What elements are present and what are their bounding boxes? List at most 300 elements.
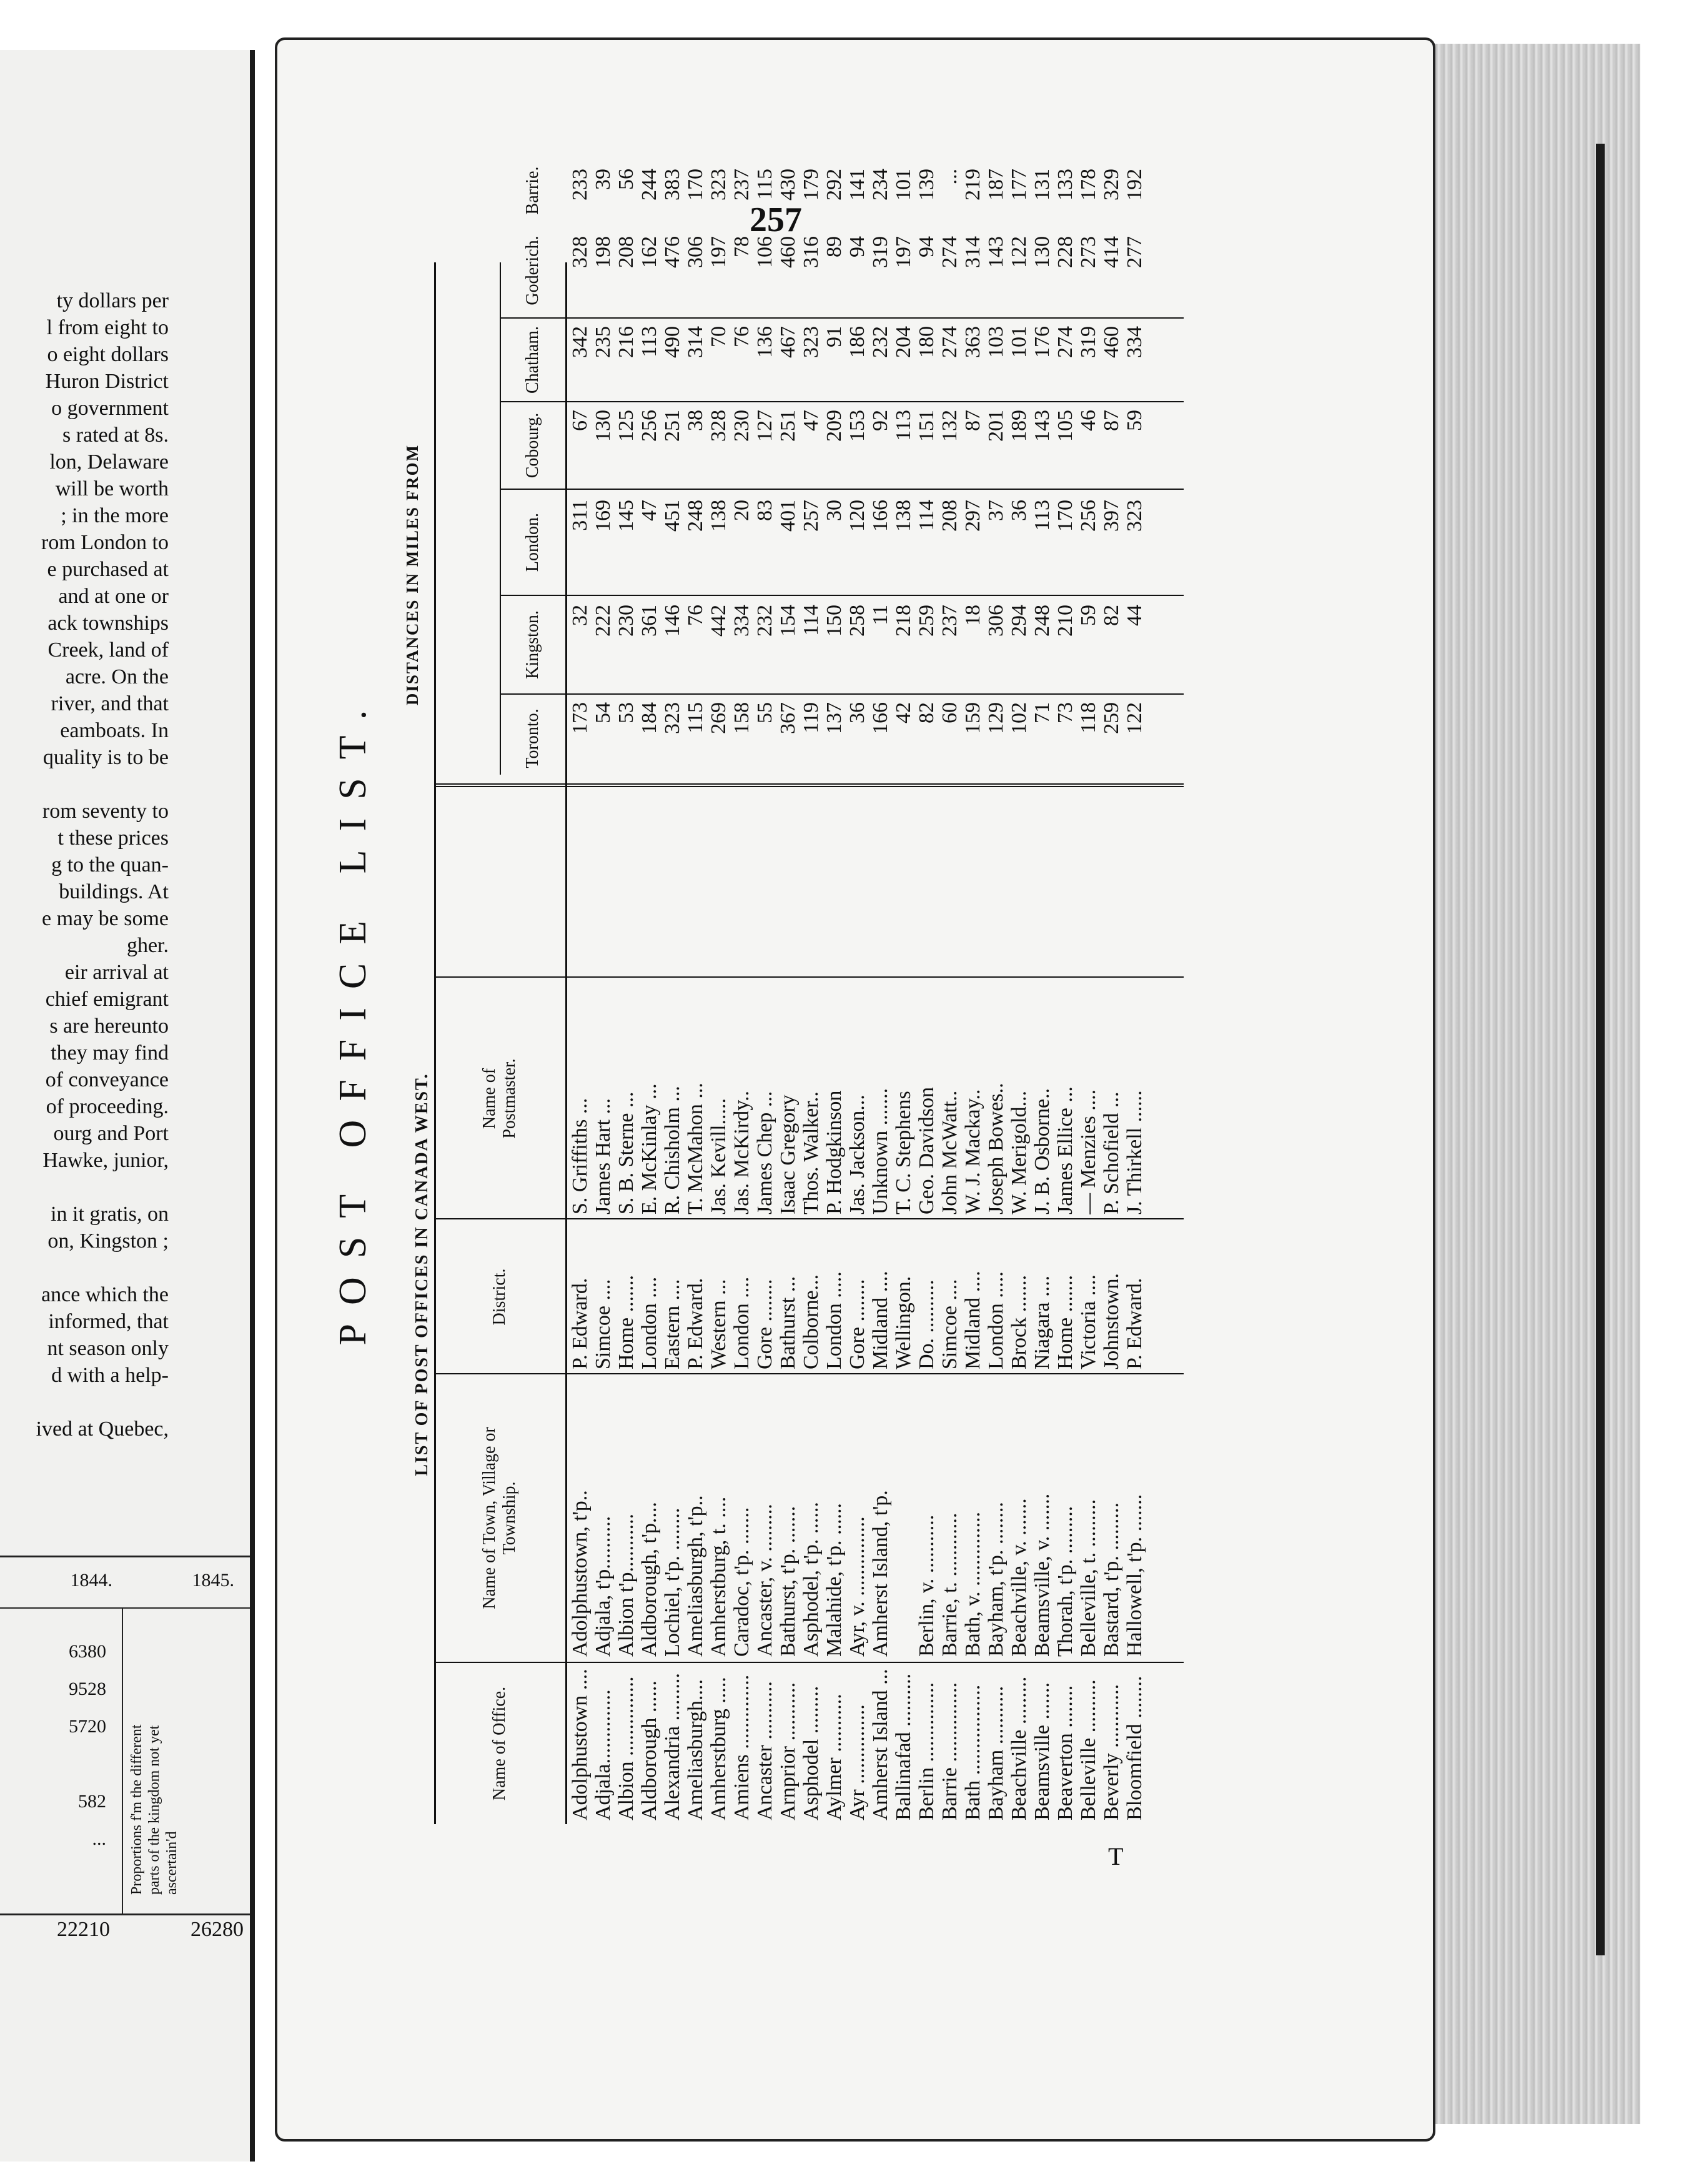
office-cell: Ballinafad .......... [892, 1673, 915, 1820]
chatham-cell: 363 [961, 326, 984, 358]
office-cell: Amherstburg ..... [707, 1677, 730, 1820]
town-cell: Caradoc, t'p. ....... [730, 1507, 753, 1657]
london-cell: 256 [1077, 500, 1100, 532]
left-text-line: quality is to be [42, 746, 169, 769]
district-cell: Home ....... [1054, 1274, 1077, 1369]
cobourg-cell: 201 [984, 410, 1008, 442]
cobourg-cell: 87 [1100, 410, 1123, 431]
town-cell: Thorah, t'p. ......... [1054, 1506, 1077, 1657]
col-rule-5 [500, 693, 1184, 695]
left-table-col-divider [122, 1607, 123, 1913]
left-1844-value: 6380 [69, 1641, 106, 1662]
chatham-cell: 186 [846, 326, 869, 358]
chatham-cell: 232 [869, 326, 892, 358]
left-text-line: rom London to [41, 531, 169, 554]
office-cell: Amiens .............. [730, 1674, 753, 1820]
goderich-cell: 316 [800, 236, 823, 268]
rotated-post-office-table [331, 166, 1243, 1855]
kingston-cell: 76 [684, 605, 707, 626]
kingston-cell: 18 [961, 605, 984, 626]
chatham-cell: 216 [615, 326, 638, 358]
left-text-line: s are hereunto [49, 1015, 169, 1038]
barrie-cell: 292 [823, 169, 846, 201]
toronto-cell: 119 [800, 702, 823, 733]
left-total-1844: 22210 [57, 1918, 110, 1941]
goderich-cell: 162 [638, 236, 661, 268]
goderich-cell: 460 [776, 236, 800, 268]
left-text-line: lon, Delaware [49, 450, 169, 474]
left-text-line [0, 1254, 169, 1281]
toronto-cell: 184 [638, 702, 661, 734]
left-text-line: nt season only [47, 1337, 169, 1360]
office-cell: Asphodel ......... [800, 1685, 823, 1820]
left-text-line: ack townships [47, 612, 169, 635]
chatham-cell: 467 [776, 326, 800, 358]
london-cell: 30 [823, 500, 846, 521]
cobourg-cell: 153 [846, 410, 869, 442]
kingston-cell: 334 [730, 605, 753, 637]
kingston-cell: 114 [800, 605, 823, 636]
office-cell: Bath ................. [961, 1684, 984, 1820]
town-cell: Amherst Island, t'p. [869, 1490, 892, 1657]
district-cell: Midland .... [961, 1271, 984, 1369]
barrie-cell: 131 [1031, 169, 1054, 201]
table-caption: LIST OF POST OFFICES IN CANADA WEST. [412, 1073, 432, 1476]
office-cell: Bayham ........... [984, 1685, 1008, 1820]
left-text-line: t these prices [57, 826, 169, 850]
table-header-rule [565, 262, 567, 1824]
barrie-cell: 234 [869, 169, 892, 201]
goderich-cell: 277 [1123, 236, 1146, 268]
district-cell: P. Edward. [1123, 1278, 1146, 1369]
district-cell: Colborne... [800, 1274, 823, 1369]
left-text-line: chief emigrant [45, 988, 169, 1011]
left-text-line: ived at Quebec, [36, 1417, 169, 1441]
town-cell: Bastard, t'p. ......... [1100, 1502, 1123, 1657]
goderich-cell: 314 [961, 236, 984, 268]
toronto-cell: 129 [984, 702, 1008, 734]
toronto-cell: 60 [938, 702, 961, 723]
district-cell: Brock ....... [1008, 1274, 1031, 1369]
office-cell: Adjala.............. [592, 1689, 615, 1820]
cobourg-cell: 256 [638, 410, 661, 442]
cobourg-cell: 209 [823, 410, 846, 442]
goderich-cell: 306 [684, 236, 707, 268]
toronto-cell: 82 [915, 702, 938, 723]
cobourg-cell: 151 [915, 410, 938, 442]
chatham-cell: 490 [661, 326, 684, 358]
office-cell: Ayr ............... [846, 1704, 869, 1820]
town-cell: Beachville, v. ....... [1008, 1498, 1031, 1657]
chatham-cell: 103 [984, 326, 1008, 358]
toronto-cell: 71 [1031, 702, 1054, 723]
header-cobourg: Cobourg. [522, 412, 542, 479]
london-cell: 311 [568, 500, 592, 531]
barrie-cell: 430 [776, 169, 800, 201]
chatham-cell: 334 [1123, 326, 1146, 358]
goderich-cell: 208 [615, 236, 638, 268]
left-text-line: g to the quan- [51, 853, 169, 876]
toronto-cell: 73 [1054, 702, 1077, 723]
distances-heading: DISTANCES IN MILES FROM [403, 444, 422, 706]
chatham-cell: 101 [1008, 326, 1031, 358]
col-district [568, 1222, 1146, 1369]
goderich-cell: 198 [592, 236, 615, 268]
col-kingston [568, 605, 1146, 692]
town-cell: Amherstburg, t. .... [707, 1496, 730, 1657]
postmaster-cell: E. McKinlay ... [638, 1083, 661, 1214]
postmaster-cell: J. Thirkell ...... [1123, 1090, 1146, 1214]
toronto-cell: 102 [1008, 702, 1031, 734]
left-page-text [0, 287, 169, 1442]
london-cell: 20 [730, 500, 753, 521]
left-text-line: e may be some [42, 907, 169, 930]
town-cell: Berlin, v. ........... [915, 1514, 938, 1657]
london-cell: 83 [753, 500, 776, 521]
town-cell: Bathurst, t'p. ....... [776, 1506, 800, 1657]
chatham-cell: 70 [707, 326, 730, 347]
office-cell: Adolphustown .... [568, 1669, 592, 1820]
toronto-cell: 54 [592, 702, 615, 723]
london-cell: 120 [846, 500, 869, 532]
kingston-cell: 218 [892, 605, 915, 637]
barrie-cell: 101 [892, 169, 915, 201]
kingston-cell: 442 [707, 605, 730, 637]
toronto-cell: 158 [730, 702, 753, 734]
col-rule-3 [434, 1218, 1184, 1219]
postmaster-cell: James Hart ... [592, 1098, 615, 1214]
kingston-cell: 11 [869, 605, 892, 625]
left-text-line: of proceeding. [46, 1095, 169, 1118]
toronto-cell: 173 [568, 702, 592, 734]
goderich-cell: 274 [938, 236, 961, 268]
left-text-line: and at one or [58, 585, 169, 608]
chatham-cell: 180 [915, 326, 938, 358]
chatham-cell: 323 [800, 326, 823, 358]
header-office: Name of Office. [490, 1686, 509, 1801]
toronto-cell: 42 [892, 702, 915, 723]
left-text-line: rom seventy to [42, 800, 169, 823]
kingston-cell: 154 [776, 605, 800, 637]
chatham-cell: 76 [730, 326, 753, 347]
barrie-cell: 237 [730, 169, 753, 201]
left-1844-value: 582 [78, 1791, 106, 1812]
kingston-cell: 230 [615, 605, 638, 637]
london-cell: 138 [892, 500, 915, 532]
chatham-cell: 319 [1077, 326, 1100, 358]
cobourg-cell: 132 [938, 410, 961, 442]
district-cell: P. Edward. [568, 1278, 592, 1369]
left-text-line: on, Kingston ; [47, 1229, 169, 1253]
london-cell: 401 [776, 500, 800, 532]
toronto-cell: 122 [1123, 702, 1146, 734]
london-cell: 257 [800, 500, 823, 532]
london-cell: 113 [1031, 500, 1054, 531]
postmaster-cell: J. B. Osborne.. [1031, 1088, 1054, 1214]
barrie-cell: 244 [638, 169, 661, 201]
district-cell: Do. .......... [915, 1279, 938, 1369]
goderich-cell: 414 [1100, 236, 1123, 268]
london-cell: 170 [1054, 500, 1077, 532]
chatham-cell: 235 [592, 326, 615, 358]
left-text-line: eir arrival at [64, 961, 169, 984]
left-text-line: e purchased at [47, 558, 169, 581]
header-chatham: Chatham. [522, 325, 542, 394]
toronto-cell: 55 [753, 702, 776, 723]
town-cell: Lochiel, t'p. ........ [661, 1507, 684, 1657]
double-rule [434, 783, 1184, 787]
office-cell: Aylmer ........... [823, 1694, 846, 1820]
header-goderich: Goderich. [522, 236, 542, 305]
kingston-cell: 82 [1100, 605, 1123, 626]
col-rule-7 [500, 489, 1184, 490]
goderich-cell: 94 [915, 236, 938, 257]
postmaster-cell: P. Hodgkinson [823, 1090, 846, 1214]
left-table-col-1844 [12, 1639, 106, 1864]
goderich-cell: 94 [846, 236, 869, 257]
cobourg-cell: 87 [961, 410, 984, 431]
col-barrie [568, 169, 1146, 225]
col-rule-4 [434, 976, 1184, 978]
left-text-line: o eight dollars [47, 343, 169, 366]
left-text-line: river, and that [51, 692, 169, 715]
left-table-header-1845: 1845. [192, 1570, 234, 1591]
town-cell: Ameliasburgh, t'p.. [684, 1495, 707, 1657]
left-text-line: of conveyance [45, 1068, 169, 1091]
header-town: Name of Town, Village or Township. [480, 1427, 519, 1609]
left-facing-page [0, 50, 255, 2162]
london-cell: 36 [1008, 500, 1031, 521]
postmaster-cell: P. Schofield ... [1100, 1091, 1123, 1214]
left-1844-value [12, 1751, 106, 1789]
office-cell: Albion ............... [615, 1676, 638, 1820]
kingston-cell: 361 [638, 605, 661, 637]
town-cell: Ayr, v. ............... [846, 1516, 869, 1657]
barrie-cell: 139 [915, 169, 938, 201]
goderich-cell: 197 [707, 236, 730, 268]
town-cell: Hallowell, t'p. ....... [1123, 1494, 1146, 1657]
london-cell: 451 [661, 500, 684, 532]
chatham-cell: 314 [684, 326, 707, 358]
kingston-cell: 222 [592, 605, 615, 637]
cobourg-cell: 328 [707, 410, 730, 442]
district-cell: Simcoe .... [938, 1279, 961, 1369]
signature-mark: T [1108, 1842, 1124, 1870]
postmaster-cell: John McWatt.. [938, 1090, 961, 1214]
cobourg-cell: 230 [730, 410, 753, 442]
left-table-divider [0, 1607, 250, 1609]
london-cell: 248 [684, 500, 707, 532]
header-postmaster: Name of Postmaster. [480, 1058, 519, 1139]
barrie-cell: 177 [1008, 169, 1031, 201]
goderich-cell: 197 [892, 236, 915, 268]
left-text-line: acre. On the [65, 665, 169, 688]
london-cell: 47 [638, 500, 661, 521]
chatham-cell: 460 [1100, 326, 1123, 358]
cobourg-cell: 143 [1031, 410, 1054, 442]
office-cell: Ancaster ........... [753, 1681, 776, 1820]
toronto-cell: 323 [661, 702, 684, 734]
page-title: POST OFFICE LIST. [332, 691, 374, 1346]
office-cell: Amherst Island ... [869, 1669, 892, 1820]
postmaster-cell: Unknown ....... [869, 1088, 892, 1214]
left-text-line: s rated at 8s. [62, 424, 169, 447]
kingston-cell: 237 [938, 605, 961, 637]
col-town [568, 1377, 1146, 1657]
barrie-cell: 39 [592, 169, 615, 190]
town-cell: Adolphustown, t'p.. [568, 1490, 592, 1657]
cobourg-cell: 47 [800, 410, 823, 431]
town-cell: Malahide, t'p. ...... [823, 1503, 846, 1657]
left-text-line: l from eight to [46, 316, 169, 339]
cobourg-cell: 125 [615, 410, 638, 442]
left-text-line [0, 771, 169, 798]
barrie-cell: 56 [615, 169, 638, 190]
col-toronto [568, 702, 1146, 781]
toronto-cell: 115 [684, 702, 707, 733]
office-cell: Alexandria ......... [661, 1672, 684, 1820]
left-1844-value: ... [92, 1829, 106, 1849]
town-cell: Belleville, t. ......... [1077, 1499, 1100, 1657]
cobourg-cell: 92 [869, 410, 892, 431]
toronto-cell: 259 [1100, 702, 1123, 734]
goderich-cell: 228 [1054, 236, 1077, 268]
district-cell: P. Edward. [684, 1278, 707, 1369]
barrie-cell: 133 [1054, 169, 1077, 201]
district-cell: London .... [730, 1276, 753, 1369]
col-chatham [568, 326, 1146, 400]
book-page-edges [1430, 44, 1640, 2124]
town-cell: Albion t'p........... [615, 1513, 638, 1657]
goderich-cell: 130 [1031, 236, 1054, 268]
postmaster-cell: James Ellice ... [1054, 1086, 1077, 1214]
left-text-line: gher. [126, 934, 169, 957]
cobourg-cell: 59 [1123, 410, 1146, 431]
toronto-cell: 118 [1077, 702, 1100, 733]
left-1844-value: 9528 [69, 1679, 106, 1699]
header-london: London. [522, 512, 542, 572]
toronto-cell: 53 [615, 702, 638, 723]
district-cell: Gore ........ [846, 1279, 869, 1369]
toronto-cell: 269 [707, 702, 730, 734]
goderich-cell: 78 [730, 236, 753, 257]
london-cell: 208 [938, 500, 961, 532]
left-text-line: d with a help- [51, 1364, 169, 1387]
district-cell: Niagara .... [1031, 1275, 1054, 1369]
postmaster-cell: S. B. Sterne ... [615, 1091, 638, 1214]
london-cell: 297 [961, 500, 984, 532]
goderich-cell: 89 [823, 236, 846, 257]
toronto-cell: 36 [846, 702, 869, 723]
postmaster-cell: T. McMahon ... [684, 1083, 707, 1214]
office-cell: Beachville ......... [1008, 1676, 1031, 1820]
barrie-cell: 192 [1123, 169, 1146, 201]
postmaster-cell: R. Chisholm ... [661, 1086, 684, 1214]
district-cell: Bathurst ... [776, 1276, 800, 1369]
left-text-line: they may find [51, 1041, 169, 1065]
left-text-line: in it gratis, on [51, 1203, 169, 1226]
postmaster-cell: Jas. McKirdy.. [730, 1091, 753, 1214]
barrie-cell: 233 [568, 169, 592, 201]
col-rule-2 [434, 1373, 1184, 1374]
left-text-line: Creek, land of [47, 638, 169, 662]
barrie-cell: 323 [707, 169, 730, 201]
office-cell: Arnprior ........... [776, 1682, 800, 1820]
london-cell: 138 [707, 500, 730, 532]
col-cobourg [568, 410, 1146, 487]
goderich-cell: 273 [1077, 236, 1100, 268]
cobourg-cell: 251 [661, 410, 684, 442]
cobourg-cell: 189 [1008, 410, 1031, 442]
toronto-cell: 159 [961, 702, 984, 734]
left-text-line: Huron District [45, 370, 169, 393]
barrie-cell: 178 [1077, 169, 1100, 201]
town-cell: Ancaster, v. ......... [753, 1504, 776, 1657]
kingston-cell: 258 [846, 605, 869, 637]
left-text-line: buildings. At [59, 880, 169, 903]
cobourg-cell: 127 [753, 410, 776, 442]
left-text-line: eamboats. In [60, 719, 169, 742]
london-cell: 166 [869, 500, 892, 532]
left-total-1845: 26280 [191, 1918, 244, 1941]
office-cell: Beverly ............ [1100, 1684, 1123, 1820]
left-text-line: ty dollars per [56, 289, 169, 312]
postmaster-cell: Jas. Kevill..... [707, 1098, 730, 1214]
office-cell: Beaverton ........ [1054, 1685, 1077, 1820]
barrie-cell: 115 [753, 169, 776, 200]
district-cell: London ..... [823, 1271, 846, 1369]
town-cell: Bayham, t'p. ........ [984, 1502, 1008, 1657]
cobourg-cell: 130 [592, 410, 615, 442]
chatham-cell: 342 [568, 326, 592, 358]
cobourg-cell: 46 [1077, 410, 1100, 431]
kingston-cell: 294 [1008, 605, 1031, 637]
kingston-cell: 306 [984, 605, 1008, 637]
office-cell: Barrie ............... [938, 1682, 961, 1820]
toronto-cell: 367 [776, 702, 800, 734]
office-cell: Berlin ............... [915, 1682, 938, 1820]
office-cell: Aldborough ...... [638, 1680, 661, 1820]
chatham-cell: 136 [753, 326, 776, 358]
town-cell: Beamsville, v. ....... [1031, 1493, 1054, 1657]
header-barrie: Barrie. [522, 166, 542, 215]
postmaster-cell: James Chep ... [753, 1091, 776, 1214]
barrie-cell: 329 [1100, 169, 1123, 201]
kingston-cell: 32 [568, 605, 592, 626]
postmaster-cell: W. Merigold... [1008, 1090, 1031, 1214]
district-cell: Gore ........ [753, 1279, 776, 1369]
col-rule-6 [500, 595, 1184, 596]
district-cell: London ..... [984, 1271, 1008, 1369]
office-cell: Belleville .......... [1077, 1679, 1100, 1820]
left-text-line: Hawke, junior, [42, 1149, 169, 1172]
cobourg-cell: 251 [776, 410, 800, 442]
goderich-cell: 122 [1008, 236, 1031, 268]
kingston-cell: 232 [753, 605, 776, 637]
kingston-cell: 44 [1123, 605, 1146, 626]
office-cell: Beamsville ....... [1031, 1682, 1054, 1820]
goderich-cell: 476 [661, 236, 684, 268]
left-text-line: o government [51, 397, 169, 420]
kingston-cell: 210 [1054, 605, 1077, 637]
col-postmaster [568, 980, 1146, 1214]
left-text-line: ourg and Port [53, 1122, 169, 1145]
office-cell: Ameliasburgh.... [684, 1679, 707, 1820]
postmaster-cell: Isaac Gregory [776, 1094, 800, 1214]
header-kingston: Kingston. [522, 610, 542, 679]
barrie-cell: 170 [684, 169, 707, 201]
chatham-cell: 274 [1054, 326, 1077, 358]
